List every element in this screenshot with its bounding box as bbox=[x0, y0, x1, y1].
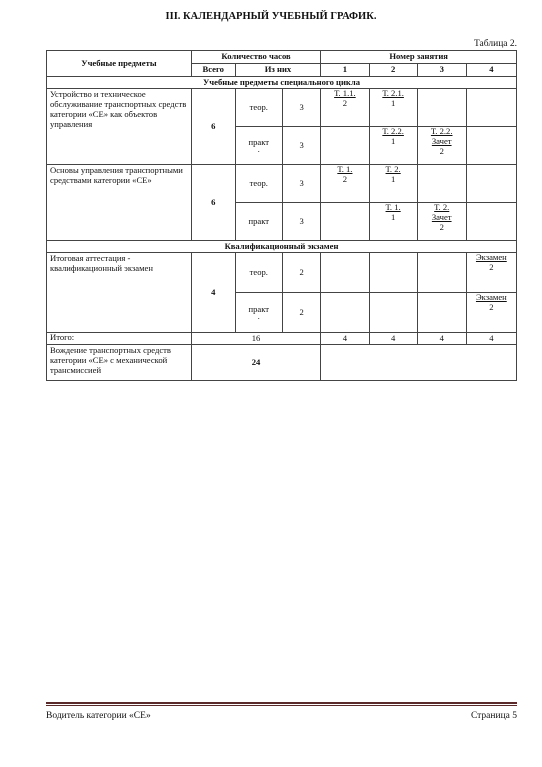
session-topic: Т. 2. bbox=[385, 164, 401, 174]
calendar-schedule-table bbox=[46, 50, 517, 381]
subject-2-theory-session-2 bbox=[369, 165, 417, 203]
session-hours: 2 bbox=[489, 301, 494, 312]
session-topic: Т. 2.2. bbox=[430, 126, 453, 136]
footer-page-number: Страница 5 bbox=[470, 711, 517, 721]
subject-1-practice-session-3 bbox=[417, 127, 466, 165]
subject-1-total: 6 bbox=[191, 89, 235, 165]
subject-2-theory-session-1 bbox=[321, 165, 369, 203]
subject-1-theory-type: теор. bbox=[235, 89, 282, 127]
empty-cell bbox=[466, 165, 516, 203]
session-hours: 2 bbox=[439, 145, 444, 156]
header-session-3: 3 bbox=[417, 64, 466, 77]
subject-3-theory-type: теор. bbox=[235, 253, 282, 293]
empty-cell bbox=[417, 165, 466, 203]
session-hours: 2 bbox=[489, 261, 494, 272]
subject-3-practice-hours: 2 bbox=[282, 293, 320, 333]
session-hours: 1 bbox=[390, 211, 396, 222]
empty-cell bbox=[321, 293, 369, 333]
subject-1-practice-session-2 bbox=[369, 127, 417, 165]
header-total: Всего bbox=[191, 64, 235, 77]
empty-cell bbox=[321, 253, 369, 293]
subject-3-total: 4 bbox=[191, 253, 235, 333]
empty-cell bbox=[369, 253, 417, 293]
subject-1-name: Устройство и техническое обслуживание транспортных средств категории «СЕ» как объектов управления bbox=[47, 89, 192, 165]
section-qualification-exam: Квалификационный экзамен bbox=[47, 241, 517, 253]
subject-1-practice-hours: 3 bbox=[282, 127, 320, 165]
session-hours: 1 bbox=[390, 97, 396, 108]
subject-2-name: Основы управления транспортными средствами категории «СЕ» bbox=[47, 165, 192, 241]
subject-3-name: Итоговая аттестация - квалификационный экзамен bbox=[47, 253, 192, 333]
totals-session-2: 4 bbox=[369, 333, 417, 345]
session-hours: 1 bbox=[390, 173, 396, 184]
totals-session-1: 4 bbox=[321, 333, 369, 345]
session-hours: 1 bbox=[390, 135, 396, 146]
session-topic: Т. 1. bbox=[337, 164, 353, 174]
empty-cell bbox=[417, 89, 466, 127]
driving-hours: 24 bbox=[191, 345, 320, 381]
empty-cell bbox=[321, 127, 369, 165]
subject-2-practice-type: практ bbox=[235, 203, 282, 241]
subject-2-total: 6 bbox=[191, 165, 235, 241]
subject-2-practice-session-2 bbox=[369, 203, 417, 241]
page-title: III. КАЛЕНДАРНЫЙ УЧЕБНЫЙ ГРАФИК. bbox=[165, 11, 377, 22]
session-credit: Зачет bbox=[431, 211, 452, 222]
subject-3-practice-type: практ . bbox=[235, 293, 282, 333]
header-session-number: Номер занятия bbox=[321, 51, 517, 64]
empty-cell bbox=[417, 293, 466, 333]
session-topic: Т. 2. bbox=[434, 202, 450, 212]
totals-hours: 16 bbox=[191, 333, 320, 345]
empty-cell bbox=[417, 253, 466, 293]
subject-3-practice-session-4 bbox=[466, 293, 516, 333]
empty-cell bbox=[466, 127, 516, 165]
header-session-4: 4 bbox=[466, 64, 516, 77]
footer-course-name: Водитель категории «СЕ» bbox=[46, 711, 151, 721]
header-hours: Количество часов bbox=[191, 51, 320, 64]
header-subjects: Учебные предметы bbox=[47, 51, 192, 77]
footer-divider-thin bbox=[46, 705, 517, 706]
subject-2-practice-session-3 bbox=[417, 203, 466, 241]
footer-divider bbox=[46, 702, 517, 704]
session-hours: 2 bbox=[439, 221, 444, 232]
totals-label: Итого: bbox=[47, 333, 192, 345]
session-hours: 2 bbox=[342, 173, 348, 184]
header-session-2: 2 bbox=[369, 64, 417, 77]
subject-2-practice-hours: 3 bbox=[282, 203, 320, 241]
header-of-them: Из них bbox=[235, 64, 321, 77]
subject-3-theory-session-4 bbox=[466, 253, 516, 293]
session-topic: Т. 1. bbox=[385, 202, 401, 212]
subject-1-theory-session-2 bbox=[369, 89, 417, 127]
section-special-cycle: Учебные предметы специального цикла bbox=[47, 77, 517, 89]
session-credit: Зачет bbox=[431, 135, 452, 146]
empty-cell bbox=[369, 293, 417, 333]
empty-cell bbox=[466, 89, 516, 127]
session-topic: Т. 2.1. bbox=[382, 88, 404, 98]
empty-cell bbox=[321, 203, 369, 241]
subject-3-theory-hours: 2 bbox=[282, 253, 320, 293]
totals-session-3: 4 bbox=[417, 333, 466, 345]
totals-session-4: 4 bbox=[466, 333, 516, 345]
session-hours: 2 bbox=[342, 97, 348, 108]
session-topic: Т. 1.1. bbox=[334, 88, 356, 98]
session-exam: Экзамен bbox=[475, 292, 507, 302]
session-topic: Т. 2.2. bbox=[382, 126, 404, 136]
subject-1-theory-session-1 bbox=[321, 89, 369, 127]
header-session-1: 1 bbox=[321, 64, 369, 77]
subject-2-theory-hours: 3 bbox=[282, 165, 320, 203]
table-number: Таблица 2. bbox=[473, 39, 517, 49]
empty-cell bbox=[321, 345, 517, 381]
subject-2-theory-type: теор. bbox=[235, 165, 282, 203]
empty-cell bbox=[466, 203, 516, 241]
subject-1-theory-hours: 3 bbox=[282, 89, 320, 127]
session-exam: Экзамен bbox=[475, 252, 507, 262]
subject-1-practice-type: практ . bbox=[235, 127, 282, 165]
driving-label: Вождение транспортных средств категории «СЕ» с механической трансмиссией bbox=[47, 345, 192, 381]
